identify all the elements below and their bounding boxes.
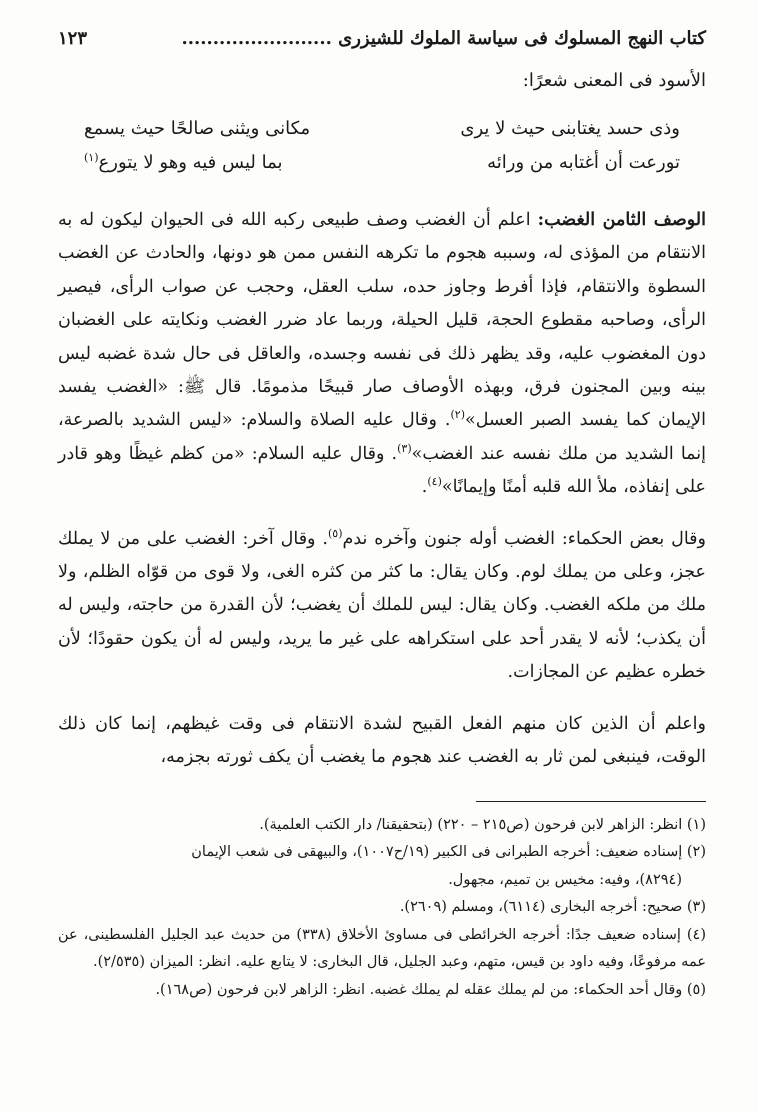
book-page (58, 28, 706, 1088)
paragraph-text: . وقال آخر: الغضب على من لا يملك عجز، وعلى من يملك لوم. وكان يقال: ما كثر من كثره الغى، ولا قوى من قوّاه الظلم، ولا ملك من ملكه الغضب. وكان يقال: ليس للملك أن يغضب؛ لأن القدرة من حاجته، وليس له أن يكذب؛ لأنه لا يقدر أحد على استكراهه على غير ما يريد، وليس له أن يكون حقودًا؛ لأن خطره عظيم عن المجازات. (58, 528, 706, 683)
poem-line (58, 146, 706, 180)
poem-text: بما ليس فيه وهو لا يتورع (98, 152, 283, 173)
footnotes (58, 812, 706, 1005)
poem-hemistich-second: مكانى ويثنى صالحًا حيث يسمع (84, 118, 311, 139)
running-header (58, 28, 706, 60)
header-title: كتاب النهج المسلوك فى سياسة الملوك للشيزرى ........................ (181, 28, 706, 49)
paragraph-text: . (421, 477, 428, 498)
paragraph-text: . وقال عليه الصلاة والسلام: «ليس الشديد بالصرعة، إنما الشديد من ملك نفسه عند الغضب» (58, 410, 707, 464)
poem-hemistich-first: تورعت أن أغتابه من ورائه (487, 152, 680, 173)
poem (58, 112, 706, 180)
paragraph-anger (58, 204, 706, 505)
paragraph-sayings (58, 523, 706, 690)
paragraph-text: وقال بعض الحكماء: الغضب أوله جنون وآخره ندم (342, 528, 706, 549)
paragraph-text: . وقال عليه السلام: «من كظم غيظًا وهو قادر على إنفاذه، ملأ الله قلبه أمنًا وإيمانًا» (58, 443, 706, 498)
footnote-ref[interactable]: (٢) (450, 408, 466, 422)
poem-hemistich-second (84, 146, 283, 180)
paragraph-advice: واعلم أن الذين كان منهم الفعل القبيح لشدة الانتقام فى وقت غيظهم، إنما كان ذلك الوقت، فينبغى لمن ثار به الغضب عند هجوم ما يغضب أن يكف ثورته بجزمه، (58, 713, 706, 768)
section-heading: الوصف الثامن الغضب: (537, 210, 706, 230)
page-number: ١٢٣ (58, 28, 88, 49)
footnote: (١) انظر: الزاهر لابن فرحون (ص٢١٥ – ٢٢٠) (بتحقيقنا/ دار الكتب العلمية). (259, 816, 706, 833)
footnote-ref[interactable]: (٤) (427, 475, 442, 489)
footnote: (٤) إسناده ضعيف جدًا: أخرجه الخرائطى فى مساوئ الأخلاق (٣٣٨) من حديث عبد الجليل الفلسطينى، عن عمه مرفوعًا، وفيه داود بن قيس، متهم، وعبد الجليل، قال البخارى: لا يتابع عليه. انظر: الميزان (٢/٥٣٥). (58, 926, 706, 970)
poem-line (58, 112, 706, 146)
poem-intro: الأسود فى المعنى شعرًا: (522, 70, 706, 91)
footnote-divider (476, 801, 706, 802)
footnote: (٥) وقال أحد الحكماء: من لم يملك عقله لم يملك غضبه. انظر: الزاهر لابن فرحون (ص١٦٨). (155, 981, 706, 998)
footnote: (٢) إسناده ضعيف: أخرجه الطبرانى فى الكبير (١٩/ح١٠٠٧)، والبيهقى فى شعب الإيمان (191, 844, 706, 860)
footnote-ref[interactable]: (٣) (397, 442, 412, 456)
footnote: (٣) صحيح: أخرجه البخارى (٦١١٤)، ومسلم (٢٦٠٩). (399, 899, 706, 915)
footnote-ref[interactable]: (١) (84, 151, 99, 164)
footnote-ref[interactable]: (٥) (327, 526, 343, 540)
poem-hemistich-first: وذى حسد يغتابنى حيث لا يرى (460, 118, 680, 139)
paragraph-text: اعلم أن الغضب وصف طبيعى ركبه الله فى الحيوان ليكون له به الانتقام من المؤذى له، وسببه هجوم ما تكرهه النفس ممن هو دونها، والحادث عن الغضب السطوة والانتقام، فإذا أفرط وجاوز حده، سلب العقل، وحجب عن صواب الرأى، فيصير الرأى، وصاحبه مقطوع الحجة، قليل الحيلة، وربما عاد ضرر الغضب ونكايته على الغضبان دون المغضوب عليه، وقد يظهر ذلك فى نفسه وجسده، والعاقل فى حال شدة غضبه ليس بينه وبين المجنون فرق، وبهذه الأوصاف صار قبيحًا مذمومًا. قال ﷺ: «الغضب يفسد الإيمان كما يفسد الصبر العسل» (58, 210, 706, 431)
footnote-continuation: (٨٢٩٤)، وفيه: مخيس بن تميم، مجهول. (448, 871, 682, 888)
